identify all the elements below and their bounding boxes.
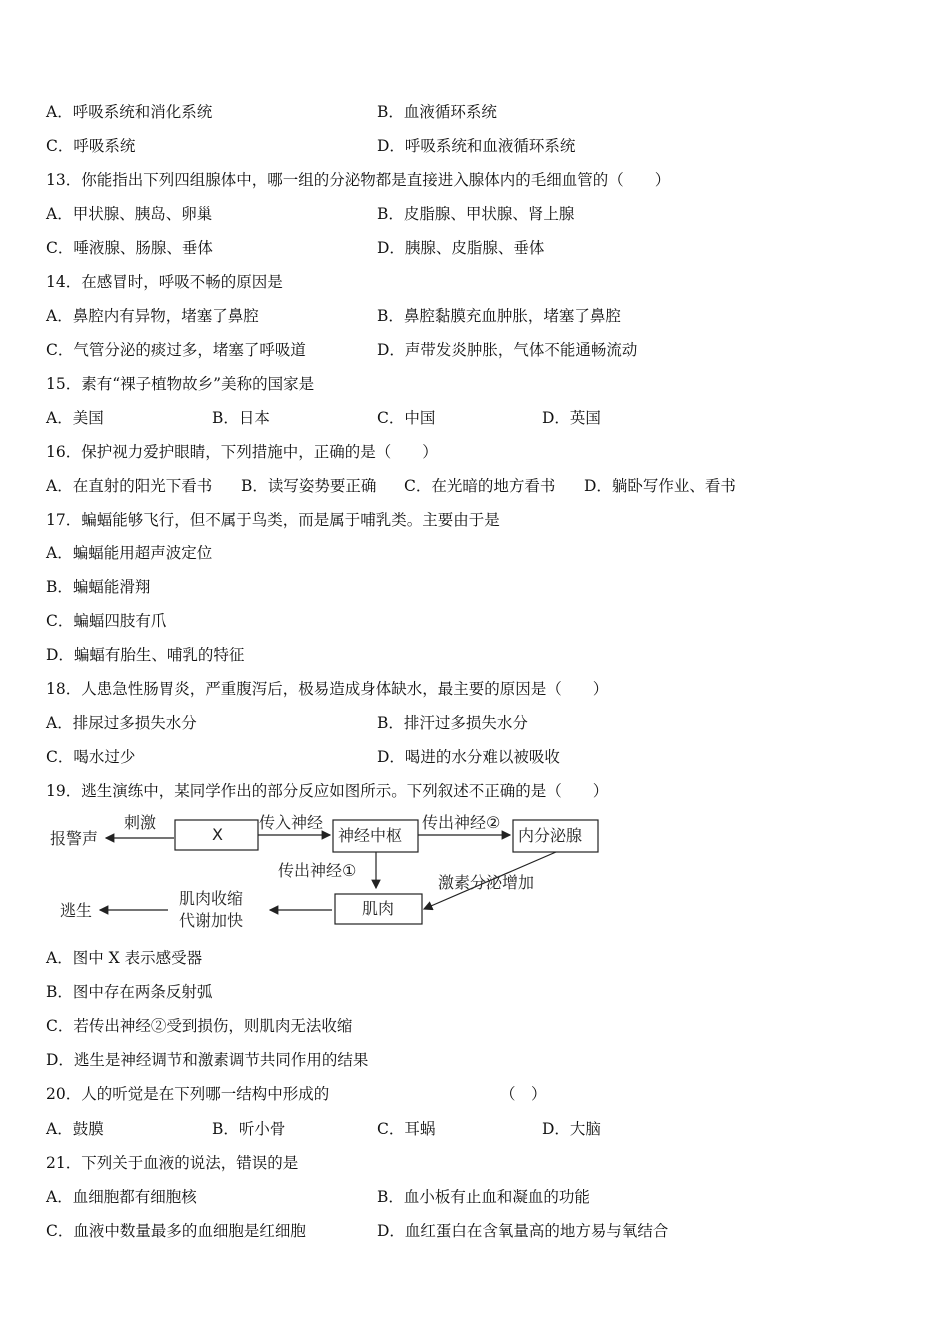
q19-option-b: B．图中存在两条反射弧 (46, 983, 213, 1001)
q20-option-d: D．大脑 (542, 1120, 601, 1138)
q18-option-c: C．喝水过少 (46, 748, 136, 766)
q15-option-a: A．美国 (46, 409, 104, 427)
q18-stem: 18．人患急性肠胃炎，严重腹泻后，极易造成身体缺水，最主要的原因是（ ） (46, 680, 609, 698)
q19-option-c: C．若传出神经②受到损伤，则肌肉无法收缩 (46, 1017, 353, 1035)
q21-option-a: A．血细胞都有细胞核 (46, 1188, 197, 1206)
label-efferent2: 传出神经② (422, 813, 501, 832)
q16-option-a: A．在直射的阳光下看书 (46, 477, 213, 495)
q20-option-a: A．鼓膜 (46, 1120, 104, 1138)
q12-option-a: A．呼吸系统和消化系统 (46, 103, 213, 121)
q18-option-b: B．排汗过多损失水分 (377, 714, 528, 732)
q12-option-c: C．呼吸系统 (46, 137, 136, 155)
q21-option-c: C．血液中数量最多的血细胞是红细胞 (46, 1222, 306, 1240)
reflex-diagram (46, 808, 606, 938)
q13-option-c: C．唾液腺、肠腺、垂体 (46, 239, 213, 257)
q14-option-b: B．鼻腔黏膜充血肿胀，堵塞了鼻腔 (377, 307, 621, 325)
q17-option-d: D．蝙蝠有胎生、哺乳的特征 (46, 646, 245, 664)
q14-option-d: D．声带发炎肿胀，气体不能通畅流动 (377, 341, 638, 359)
label-afferent: 传入神经 (259, 813, 324, 832)
q12-option-b: B．血液循环系统 (377, 103, 497, 121)
label-center: 神经中枢 (338, 826, 403, 845)
q15-option-b: B．日本 (212, 409, 270, 427)
q16-option-b: B．读写姿势要正确 (241, 477, 377, 495)
q13-option-b: B．皮脂腺、甲状腺、肾上腺 (377, 205, 575, 223)
q14-stem: 14．在感冒时，呼吸不畅的原因是 (46, 273, 283, 291)
q15-stem: 15．素有“裸子植物故乡”美称的国家是 (46, 375, 315, 393)
q20-option-b: B．听小骨 (212, 1120, 286, 1138)
label-muscle-effect-2: 代谢加快 (179, 911, 244, 930)
label-escape: 逃生 (60, 901, 93, 920)
q13-option-d: D．胰腺、皮脂腺、垂体 (377, 239, 545, 257)
q16-option-c: C．在光暗的地方看书 (404, 477, 556, 495)
q20-stem: 20．人的听觉是在下列哪一结构中形成的 (46, 1085, 330, 1103)
q19-option-a: A．图中 X 表示感受器 (46, 949, 203, 967)
q20-option-c: C．耳蜗 (377, 1120, 436, 1138)
q20-answer-paren: （ ） (500, 1085, 547, 1103)
label-hormone: 激素分泌增加 (438, 873, 535, 892)
q13-stem: 13．你能指出下列四组腺体中，哪一组的分泌物都是直接进入腺体内的毛细血管的（ ） (46, 171, 671, 189)
label-muscle-effect-1: 肌肉收缩 (179, 889, 244, 908)
q21-option-b: B．血小板有止血和凝血的功能 (377, 1188, 590, 1206)
q18-option-d: D．喝进的水分难以被吸收 (377, 748, 560, 766)
label-stimulus: 刺激 (124, 813, 157, 832)
label-muscle: 肌肉 (362, 899, 395, 918)
label-alarm: 报警声 (50, 829, 99, 848)
label-x: X (212, 825, 223, 844)
label-efferent1: 传出神经① (278, 861, 357, 880)
q21-stem: 21．下列关于血液的说法，错误的是 (46, 1154, 299, 1172)
q13-option-a: A．甲状腺、胰岛、卵巢 (46, 205, 213, 223)
q16-stem: 16．保护视力爱护眼睛，下列措施中，正确的是（ ） (46, 443, 438, 461)
q15-option-c: C．中国 (377, 409, 436, 427)
q21-option-d: D．血红蛋白在含氧量高的地方易与氧结合 (377, 1222, 669, 1240)
q19-stem: 19．逃生演练中，某同学作出的部分反应如图所示。下列叙述不正确的是（ ） (46, 782, 609, 800)
q19-option-d: D．逃生是神经调节和激素调节共同作用的结果 (46, 1051, 369, 1069)
q17-option-a: A．蝙蝠能用超声波定位 (46, 544, 213, 562)
q14-option-c: C．气管分泌的痰过多，堵塞了呼吸道 (46, 341, 306, 359)
q16-option-d: D．躺卧写作业、看书 (584, 477, 736, 495)
q15-option-d: D．英国 (542, 409, 601, 427)
q17-stem: 17．蝙蝠能够飞行，但不属于鸟类，而是属于哺乳类。主要由于是 (46, 511, 500, 529)
q17-option-c: C．蝙蝠四肢有爪 (46, 612, 167, 630)
label-gland: 内分泌腺 (518, 826, 583, 845)
q12-option-d: D．呼吸系统和血液循环系统 (377, 137, 576, 155)
q18-option-a: A．排尿过多损失水分 (46, 714, 197, 732)
q14-option-a: A．鼻腔内有异物，堵塞了鼻腔 (46, 307, 259, 325)
q17-option-b: B．蝙蝠能滑翔 (46, 578, 151, 596)
